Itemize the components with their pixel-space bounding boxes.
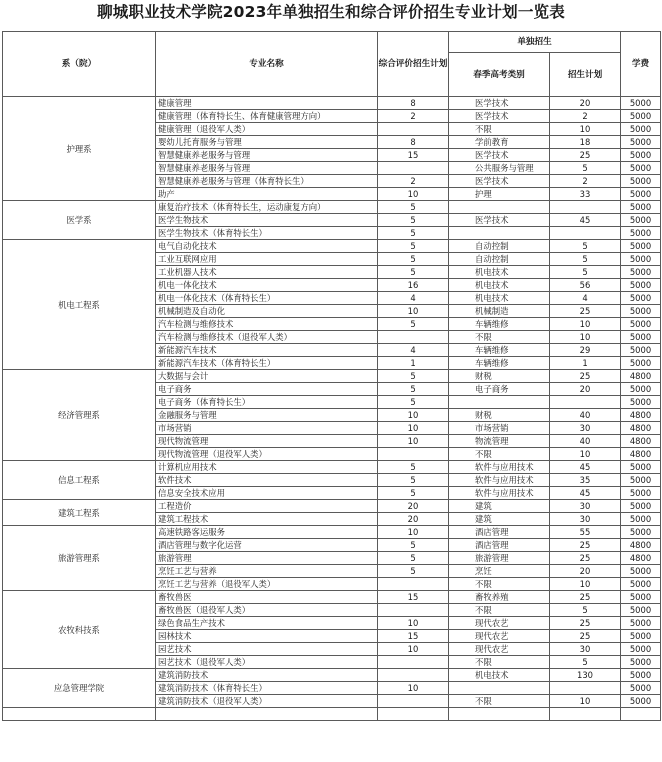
single-plan-cell: 10 bbox=[550, 123, 621, 136]
major-cell: 现代物流管理 bbox=[156, 435, 378, 448]
header-single-enrollment: 单独招生 bbox=[449, 32, 621, 53]
single-plan-cell: 25 bbox=[550, 552, 621, 565]
department-cell: 应急管理学院 bbox=[3, 669, 156, 708]
spring-category-cell: 现代农艺 bbox=[449, 617, 550, 630]
major-cell: 建筑消防技术（退役军人类） bbox=[156, 695, 378, 708]
single-plan-cell: 40 bbox=[550, 435, 621, 448]
spring-category-cell: 畜牧养殖 bbox=[449, 591, 550, 604]
major-cell: 市场营销 bbox=[156, 422, 378, 435]
comprehensive-plan-cell bbox=[378, 123, 449, 136]
major-cell: 电子商务 bbox=[156, 383, 378, 396]
table-row bbox=[3, 201, 661, 214]
spring-category-cell: 自动控制 bbox=[449, 240, 550, 253]
major-cell: 计算机应用技术 bbox=[156, 461, 378, 474]
tuition-cell: 5000 bbox=[621, 123, 661, 136]
table-row bbox=[3, 669, 661, 682]
single-plan-cell: 5 bbox=[550, 253, 621, 266]
major-cell: 畜牧兽医（退役军人类） bbox=[156, 604, 378, 617]
major-cell: 智慧健康养老服务与管理（体育特长生） bbox=[156, 175, 378, 188]
tuition-cell: 5000 bbox=[621, 656, 661, 669]
tuition-cell: 5000 bbox=[621, 526, 661, 539]
major-cell: 医学生物技术 bbox=[156, 214, 378, 227]
major-cell: 新能源汽车技术（体育特长生） bbox=[156, 357, 378, 370]
single-plan-cell bbox=[550, 396, 621, 409]
single-plan-cell: 18 bbox=[550, 136, 621, 149]
tuition-cell: 5000 bbox=[621, 253, 661, 266]
comprehensive-plan-cell bbox=[378, 669, 449, 682]
major-cell: 工业机器人技术 bbox=[156, 266, 378, 279]
single-plan-cell: 5 bbox=[550, 656, 621, 669]
comprehensive-plan-cell: 5 bbox=[378, 474, 449, 487]
spring-category-cell: 酒店管理 bbox=[449, 526, 550, 539]
spring-category-cell: 电子商务 bbox=[449, 383, 550, 396]
spring-category-cell: 建筑 bbox=[449, 513, 550, 526]
tuition-cell: 5000 bbox=[621, 214, 661, 227]
major-cell: 健康管理（体育特长生、体育健康管理方向） bbox=[156, 110, 378, 123]
single-plan-cell: 10 bbox=[550, 331, 621, 344]
comprehensive-plan-cell: 5 bbox=[378, 240, 449, 253]
spring-category-cell: 不限 bbox=[449, 578, 550, 591]
comprehensive-plan-cell: 5 bbox=[378, 214, 449, 227]
tuition-cell: 5000 bbox=[621, 617, 661, 630]
header-spring-category: 春季高考类别 bbox=[449, 53, 550, 97]
single-plan-cell bbox=[550, 227, 621, 240]
spring-category-cell bbox=[449, 201, 550, 214]
comprehensive-plan-cell: 5 bbox=[378, 266, 449, 279]
single-plan-cell: 25 bbox=[550, 630, 621, 643]
department-cell: 机电工程系 bbox=[3, 240, 156, 370]
table-row bbox=[3, 526, 661, 539]
single-plan-cell: 55 bbox=[550, 526, 621, 539]
tuition-cell: 5000 bbox=[621, 175, 661, 188]
header-major: 专业名称 bbox=[156, 32, 378, 97]
major-cell: 烹饪工艺与营养 bbox=[156, 565, 378, 578]
table-row-blank bbox=[3, 708, 661, 721]
major-cell: 助产 bbox=[156, 188, 378, 201]
spring-category-cell: 软件与应用技术 bbox=[449, 461, 550, 474]
table-body bbox=[3, 97, 661, 721]
major-cell: 园艺技术（退役军人类） bbox=[156, 656, 378, 669]
comprehensive-plan-cell: 8 bbox=[378, 97, 449, 110]
tuition-cell: 5000 bbox=[621, 292, 661, 305]
tuition-cell: 5000 bbox=[621, 331, 661, 344]
single-plan-cell: 56 bbox=[550, 279, 621, 292]
spring-category-cell: 机电技术 bbox=[449, 292, 550, 305]
department-cell: 经济管理系 bbox=[3, 370, 156, 461]
single-plan-cell: 4 bbox=[550, 292, 621, 305]
header-department: 系（院） bbox=[3, 32, 156, 97]
comprehensive-plan-cell: 5 bbox=[378, 318, 449, 331]
table-row bbox=[3, 591, 661, 604]
spring-category-cell: 财税 bbox=[449, 409, 550, 422]
major-cell: 旅游管理 bbox=[156, 552, 378, 565]
single-plan-cell: 45 bbox=[550, 214, 621, 227]
comprehensive-plan-cell bbox=[378, 331, 449, 344]
enrollment-plan-table bbox=[2, 31, 661, 721]
comprehensive-plan-cell bbox=[378, 162, 449, 175]
comprehensive-plan-cell: 2 bbox=[378, 110, 449, 123]
table-row bbox=[3, 97, 661, 110]
spring-category-cell: 医学技术 bbox=[449, 214, 550, 227]
major-cell: 烹饪工艺与营养（退役军人类） bbox=[156, 578, 378, 591]
comprehensive-plan-cell: 15 bbox=[378, 591, 449, 604]
major-cell: 机电一体化技术 bbox=[156, 279, 378, 292]
header-row-1 bbox=[3, 32, 661, 53]
spring-category-cell: 车辆维修 bbox=[449, 318, 550, 331]
spring-category-cell: 建筑 bbox=[449, 500, 550, 513]
tuition-cell: 5000 bbox=[621, 305, 661, 318]
comprehensive-plan-cell: 5 bbox=[378, 383, 449, 396]
tuition-cell: 5000 bbox=[621, 97, 661, 110]
spring-category-cell: 不限 bbox=[449, 695, 550, 708]
comprehensive-plan-cell: 4 bbox=[378, 292, 449, 305]
spring-category-cell bbox=[449, 396, 550, 409]
major-cell: 工程造价 bbox=[156, 500, 378, 513]
tuition-cell: 5000 bbox=[621, 565, 661, 578]
single-plan-cell: 1 bbox=[550, 357, 621, 370]
single-plan-cell: 25 bbox=[550, 539, 621, 552]
comprehensive-plan-cell: 15 bbox=[378, 149, 449, 162]
spring-category-cell bbox=[449, 682, 550, 695]
single-plan-cell: 5 bbox=[550, 162, 621, 175]
tuition-cell: 5000 bbox=[621, 578, 661, 591]
tuition-cell: 5000 bbox=[621, 695, 661, 708]
major-cell: 健康管理 bbox=[156, 97, 378, 110]
single-plan-cell: 30 bbox=[550, 643, 621, 656]
single-plan-cell: 30 bbox=[550, 422, 621, 435]
spring-category-cell: 市场营销 bbox=[449, 422, 550, 435]
single-plan-cell: 2 bbox=[550, 110, 621, 123]
comprehensive-plan-cell bbox=[378, 695, 449, 708]
single-plan-cell: 33 bbox=[550, 188, 621, 201]
comprehensive-plan-cell: 5 bbox=[378, 370, 449, 383]
spring-category-cell: 公共服务与管理 bbox=[449, 162, 550, 175]
comprehensive-plan-cell: 16 bbox=[378, 279, 449, 292]
blank-cell bbox=[156, 708, 378, 721]
comprehensive-plan-cell: 15 bbox=[378, 630, 449, 643]
major-cell: 酒店管理与数字化运营 bbox=[156, 539, 378, 552]
single-plan-cell: 10 bbox=[550, 448, 621, 461]
department-cell: 农牧科技系 bbox=[3, 591, 156, 669]
major-cell: 畜牧兽医 bbox=[156, 591, 378, 604]
comprehensive-plan-cell: 2 bbox=[378, 175, 449, 188]
major-cell: 现代物流管理（退役军人类） bbox=[156, 448, 378, 461]
spring-category-cell: 自动控制 bbox=[449, 253, 550, 266]
comprehensive-plan-cell bbox=[378, 656, 449, 669]
major-cell: 电子商务（体育特长生） bbox=[156, 396, 378, 409]
comprehensive-plan-cell: 10 bbox=[378, 422, 449, 435]
tuition-cell: 4800 bbox=[621, 448, 661, 461]
single-plan-cell: 25 bbox=[550, 370, 621, 383]
comprehensive-plan-cell: 10 bbox=[378, 188, 449, 201]
single-plan-cell: 10 bbox=[550, 695, 621, 708]
single-plan-cell: 20 bbox=[550, 97, 621, 110]
tuition-cell: 5000 bbox=[621, 357, 661, 370]
comprehensive-plan-cell bbox=[378, 448, 449, 461]
tuition-cell: 4800 bbox=[621, 539, 661, 552]
spring-category-cell: 机电技术 bbox=[449, 266, 550, 279]
comprehensive-plan-cell: 8 bbox=[378, 136, 449, 149]
spring-category-cell: 酒店管理 bbox=[449, 539, 550, 552]
major-cell: 机电一体化技术（体育特长生） bbox=[156, 292, 378, 305]
single-plan-cell: 35 bbox=[550, 474, 621, 487]
tuition-cell: 5000 bbox=[621, 604, 661, 617]
spring-category-cell: 不限 bbox=[449, 604, 550, 617]
spring-category-cell: 机械制造 bbox=[449, 305, 550, 318]
major-cell: 大数据与会计 bbox=[156, 370, 378, 383]
comprehensive-plan-cell: 5 bbox=[378, 487, 449, 500]
tuition-cell: 5000 bbox=[621, 643, 661, 656]
single-plan-cell: 10 bbox=[550, 578, 621, 591]
comprehensive-plan-cell: 5 bbox=[378, 539, 449, 552]
comprehensive-plan-cell: 10 bbox=[378, 682, 449, 695]
comprehensive-plan-cell: 5 bbox=[378, 396, 449, 409]
tuition-cell: 5000 bbox=[621, 136, 661, 149]
spring-category-cell: 物流管理 bbox=[449, 435, 550, 448]
major-cell: 金融服务与管理 bbox=[156, 409, 378, 422]
single-plan-cell: 5 bbox=[550, 604, 621, 617]
single-plan-cell: 25 bbox=[550, 305, 621, 318]
spring-category-cell: 护理 bbox=[449, 188, 550, 201]
tuition-cell: 4800 bbox=[621, 552, 661, 565]
tuition-cell: 5000 bbox=[621, 630, 661, 643]
spring-category-cell: 不限 bbox=[449, 448, 550, 461]
spring-category-cell: 软件与应用技术 bbox=[449, 474, 550, 487]
table-row bbox=[3, 461, 661, 474]
single-plan-cell: 25 bbox=[550, 149, 621, 162]
comprehensive-plan-cell: 1 bbox=[378, 357, 449, 370]
comprehensive-plan-cell: 10 bbox=[378, 305, 449, 318]
header-single-plan: 招生计划 bbox=[550, 53, 621, 97]
single-plan-cell: 40 bbox=[550, 409, 621, 422]
spring-category-cell: 财税 bbox=[449, 370, 550, 383]
comprehensive-plan-cell: 5 bbox=[378, 565, 449, 578]
major-cell: 高速铁路客运服务 bbox=[156, 526, 378, 539]
tuition-cell: 5000 bbox=[621, 110, 661, 123]
tuition-cell: 5000 bbox=[621, 669, 661, 682]
single-plan-cell: 20 bbox=[550, 383, 621, 396]
tuition-cell: 5000 bbox=[621, 201, 661, 214]
single-plan-cell: 10 bbox=[550, 318, 621, 331]
spring-category-cell: 医学技术 bbox=[449, 97, 550, 110]
single-plan-cell: 20 bbox=[550, 565, 621, 578]
single-plan-cell: 25 bbox=[550, 591, 621, 604]
tuition-cell: 5000 bbox=[621, 227, 661, 240]
tuition-cell: 5000 bbox=[621, 682, 661, 695]
tuition-cell: 5000 bbox=[621, 240, 661, 253]
major-cell: 汽车检测与维修技术 bbox=[156, 318, 378, 331]
tuition-cell: 5000 bbox=[621, 396, 661, 409]
comprehensive-plan-cell: 5 bbox=[378, 552, 449, 565]
major-cell: 软件技术 bbox=[156, 474, 378, 487]
major-cell: 电气自动化技术 bbox=[156, 240, 378, 253]
comprehensive-plan-cell: 10 bbox=[378, 526, 449, 539]
major-cell: 智慧健康养老服务与管理 bbox=[156, 162, 378, 175]
single-plan-cell: 30 bbox=[550, 513, 621, 526]
single-plan-cell bbox=[550, 201, 621, 214]
single-plan-cell: 45 bbox=[550, 487, 621, 500]
spring-category-cell: 烹饪 bbox=[449, 565, 550, 578]
tuition-cell: 5000 bbox=[621, 500, 661, 513]
spring-category-cell: 机电技术 bbox=[449, 279, 550, 292]
header-comprehensive-plan: 综合评价招生计划 bbox=[378, 32, 449, 97]
table-row bbox=[3, 500, 661, 513]
tuition-cell: 5000 bbox=[621, 474, 661, 487]
tuition-cell: 5000 bbox=[621, 149, 661, 162]
spring-category-cell: 不限 bbox=[449, 656, 550, 669]
single-plan-cell bbox=[550, 682, 621, 695]
major-cell: 医学生物技术（体育特长生） bbox=[156, 227, 378, 240]
tuition-cell: 4800 bbox=[621, 409, 661, 422]
major-cell: 婴幼儿托育服务与管理 bbox=[156, 136, 378, 149]
department-cell: 建筑工程系 bbox=[3, 500, 156, 526]
comprehensive-plan-cell: 10 bbox=[378, 643, 449, 656]
blank-cell bbox=[449, 708, 550, 721]
spring-category-cell: 现代农艺 bbox=[449, 643, 550, 656]
major-cell: 建筑消防技术（体育特长生） bbox=[156, 682, 378, 695]
tuition-cell: 4800 bbox=[621, 435, 661, 448]
spring-category-cell: 软件与应用技术 bbox=[449, 487, 550, 500]
document-title: 聊城职业技术学院2023年单独招生和综合评价招生专业计划一览表 bbox=[97, 3, 565, 21]
tuition-cell: 5000 bbox=[621, 318, 661, 331]
spring-category-cell: 机电技术 bbox=[449, 669, 550, 682]
blank-cell bbox=[3, 708, 156, 721]
major-cell: 建筑消防技术 bbox=[156, 669, 378, 682]
major-cell: 机械制造及自动化 bbox=[156, 305, 378, 318]
tuition-cell: 5000 bbox=[621, 188, 661, 201]
single-plan-cell: 5 bbox=[550, 240, 621, 253]
comprehensive-plan-cell: 20 bbox=[378, 500, 449, 513]
comprehensive-plan-cell: 5 bbox=[378, 461, 449, 474]
tuition-cell: 5000 bbox=[621, 513, 661, 526]
major-cell: 新能源汽车技术 bbox=[156, 344, 378, 357]
spring-category-cell: 车辆维修 bbox=[449, 357, 550, 370]
comprehensive-plan-cell: 4 bbox=[378, 344, 449, 357]
department-cell: 信息工程系 bbox=[3, 461, 156, 500]
comprehensive-plan-cell: 20 bbox=[378, 513, 449, 526]
single-plan-cell: 25 bbox=[550, 617, 621, 630]
major-cell: 建筑工程技术 bbox=[156, 513, 378, 526]
major-cell: 信息安全技术应用 bbox=[156, 487, 378, 500]
table-row bbox=[3, 240, 661, 253]
comprehensive-plan-cell bbox=[378, 578, 449, 591]
major-cell: 绿色食品生产技术 bbox=[156, 617, 378, 630]
comprehensive-plan-cell: 10 bbox=[378, 409, 449, 422]
single-plan-cell: 45 bbox=[550, 461, 621, 474]
major-cell: 康复治疗技术（体育特长生，运动康复方向） bbox=[156, 201, 378, 214]
single-plan-cell: 29 bbox=[550, 344, 621, 357]
tuition-cell: 5000 bbox=[621, 279, 661, 292]
spring-category-cell: 现代农艺 bbox=[449, 630, 550, 643]
tuition-cell: 5000 bbox=[621, 591, 661, 604]
single-plan-cell: 130 bbox=[550, 669, 621, 682]
major-cell: 园艺技术 bbox=[156, 643, 378, 656]
comprehensive-plan-cell: 5 bbox=[378, 201, 449, 214]
single-plan-cell: 30 bbox=[550, 500, 621, 513]
spring-category-cell: 旅游管理 bbox=[449, 552, 550, 565]
single-plan-cell: 2 bbox=[550, 175, 621, 188]
tuition-cell: 5000 bbox=[621, 344, 661, 357]
comprehensive-plan-cell: 10 bbox=[378, 617, 449, 630]
spring-category-cell: 不限 bbox=[449, 123, 550, 136]
spring-category-cell: 医学技术 bbox=[449, 149, 550, 162]
header-tuition: 学费 bbox=[621, 32, 661, 97]
department-cell: 护理系 bbox=[3, 97, 156, 201]
spring-category-cell: 不限 bbox=[449, 331, 550, 344]
blank-cell bbox=[378, 708, 449, 721]
spring-category-cell bbox=[449, 227, 550, 240]
tuition-cell: 5000 bbox=[621, 266, 661, 279]
tuition-cell: 5000 bbox=[621, 162, 661, 175]
tuition-cell: 5000 bbox=[621, 487, 661, 500]
table-row bbox=[3, 370, 661, 383]
tuition-cell: 4800 bbox=[621, 370, 661, 383]
spring-category-cell: 医学技术 bbox=[449, 175, 550, 188]
spring-category-cell: 医学技术 bbox=[449, 110, 550, 123]
major-cell: 汽车检测与维修技术（退役军人类） bbox=[156, 331, 378, 344]
major-cell: 工业互联网应用 bbox=[156, 253, 378, 266]
department-cell: 医学系 bbox=[3, 201, 156, 240]
comprehensive-plan-cell: 5 bbox=[378, 253, 449, 266]
department-cell: 旅游管理系 bbox=[3, 526, 156, 591]
single-plan-cell: 5 bbox=[550, 266, 621, 279]
major-cell: 园林技术 bbox=[156, 630, 378, 643]
tuition-cell: 5000 bbox=[621, 383, 661, 396]
comprehensive-plan-cell: 5 bbox=[378, 227, 449, 240]
blank-cell bbox=[550, 708, 621, 721]
major-cell: 智慧健康养老服务与管理 bbox=[156, 149, 378, 162]
tuition-cell: 4800 bbox=[621, 422, 661, 435]
comprehensive-plan-cell bbox=[378, 604, 449, 617]
spring-category-cell: 车辆维修 bbox=[449, 344, 550, 357]
spring-category-cell: 学前教育 bbox=[449, 136, 550, 149]
comprehensive-plan-cell: 10 bbox=[378, 435, 449, 448]
tuition-cell: 5000 bbox=[621, 461, 661, 474]
blank-cell bbox=[621, 708, 661, 721]
major-cell: 健康管理（退役军人类） bbox=[156, 123, 378, 136]
